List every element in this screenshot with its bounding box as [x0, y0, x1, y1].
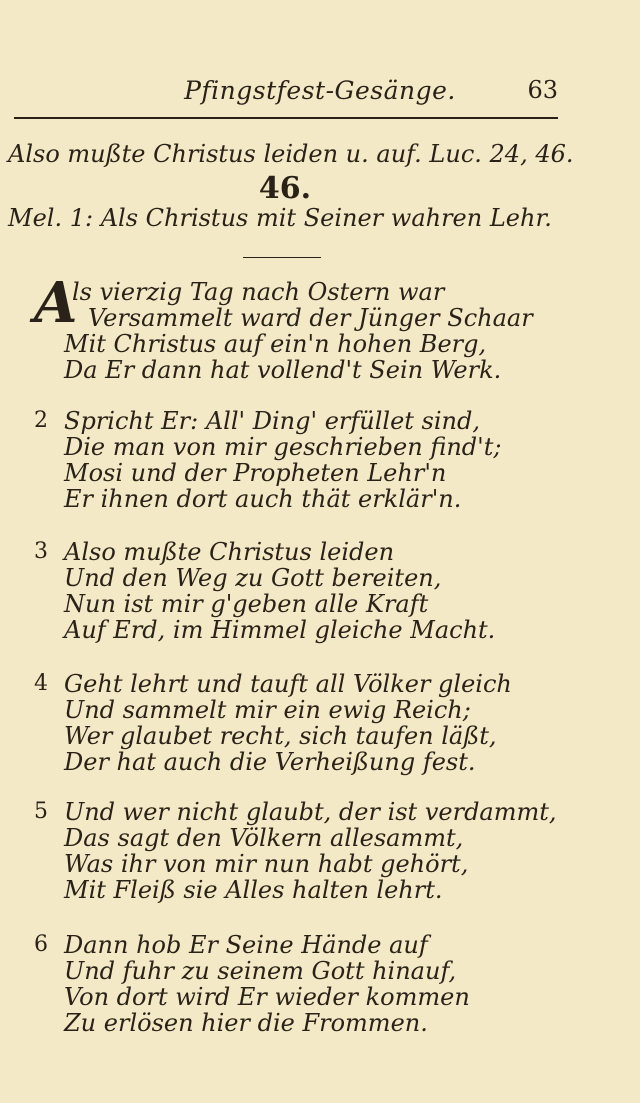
- verse-line: Und fuhr zu seinem Gott hinauf,: [64, 957, 457, 985]
- verse-line: Spricht Er: All' Ding' erfüllet sind,: [64, 407, 480, 435]
- verse-line: Was ihr von mir nun habt gehört,: [64, 850, 469, 878]
- hymn-number: 46.: [258, 171, 312, 206]
- verse-line: Wer glaubet recht, sich taufen läßt,: [64, 722, 497, 750]
- running-head: Pfingstfest-Gesänge.: [184, 76, 456, 105]
- drop-cap: A: [34, 270, 78, 336]
- verse-line: Die man von mir geschrieben find't;: [64, 433, 502, 461]
- verse-line: Mit Fleiß sie Alles halten lehrt.: [64, 876, 443, 904]
- scripture-reference: Also mußte Christus leiden u. auf. Luc. 24, 46.: [8, 140, 574, 168]
- stanza-number: 2: [34, 408, 48, 433]
- verse-line: Geht lehrt und tauft all Völker gleich: [64, 670, 512, 698]
- verse-line: Er ihnen dort auch thät erklär'n.: [64, 485, 462, 513]
- verse-line: Dann hob Er Seine Hände auf: [64, 931, 428, 959]
- verse-line: Und wer nicht glaubt, der ist verdammt,: [64, 798, 557, 826]
- header-rule: [14, 117, 558, 119]
- divider: [243, 257, 321, 258]
- verse-line: Mit Christus auf ein'n hohen Berg,: [64, 330, 487, 358]
- verse-line: Nun ist mir g'geben alle Kraft: [64, 590, 429, 618]
- verse-line: Also mußte Christus leiden: [64, 538, 395, 566]
- melody-line: Mel. 1: Als Christus mit Seiner wahren Lehr.: [8, 204, 552, 232]
- verse-line: Da Er dann hat vollend't Sein Werk.: [64, 356, 502, 384]
- verse-line: Von dort wird Er wieder kommen: [64, 983, 470, 1011]
- page-header: [0, 76, 640, 116]
- verse-line: Zu erlösen hier die Frommen.: [64, 1009, 428, 1037]
- stanza-number: 4: [34, 671, 48, 696]
- verse-line: Und den Weg zu Gott bereiten,: [64, 564, 442, 592]
- page-number: 63: [527, 76, 558, 104]
- stanza-number: 5: [34, 799, 48, 824]
- verse-line: ls vierzig Tag nach Ostern war: [72, 278, 445, 306]
- verse-line: Auf Erd, im Himmel gleiche Macht.: [64, 616, 496, 644]
- verse-line: Das sagt den Völkern allesammt,: [64, 824, 464, 852]
- stanza-number: 3: [34, 539, 48, 564]
- verse-line: Der hat auch die Verheißung fest.: [64, 748, 476, 776]
- verse-line: Versammelt ward der Jünger Schaar: [88, 304, 533, 332]
- verse-line: Mosi und der Propheten Lehr'n: [64, 459, 447, 487]
- verse-line: Und sammelt mir ein ewig Reich;: [64, 696, 471, 724]
- stanza-number: 6: [34, 932, 48, 957]
